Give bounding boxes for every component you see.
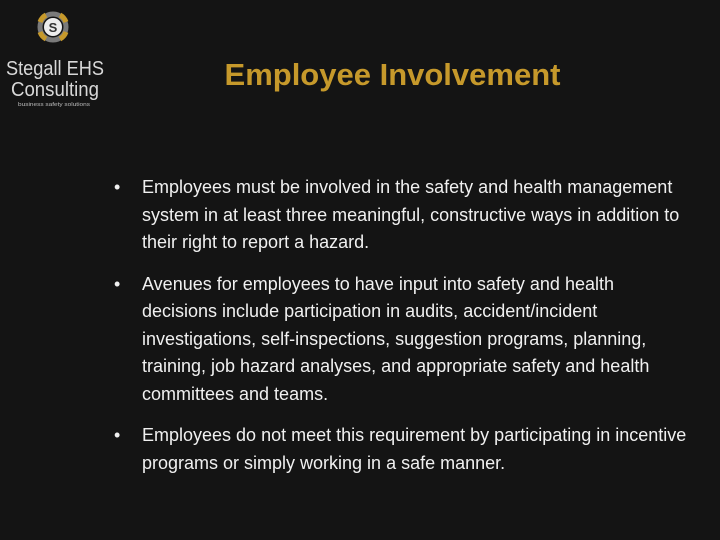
logo-name-line1: Stegall EHS (6, 58, 104, 80)
bullet-marker: • (114, 425, 121, 445)
logo-badge-letter: S (48, 20, 58, 35)
logo-badge-icon (40, 14, 66, 40)
logo-tagline: business safety solutions (18, 102, 91, 108)
bullet-item (114, 174, 694, 257)
bullet-list (114, 174, 694, 491)
bullet-item (114, 271, 694, 409)
bullet-text: Employees do not meet this requirement by participating in incentive programs or simply working in a safe manner. (142, 425, 687, 473)
bullet-text: Avenues for employees to have input into safety and health decisions include participation in audits, accident/incident investigations, self-inspections, suggestion programs, planning, training, job hazard analyses, and appropriate safety and health committees and teams. (142, 273, 650, 404)
slide-title: Employee Involvement (224, 57, 561, 92)
bullet-marker: • (114, 273, 121, 294)
company-logo (0, 0, 110, 112)
bullet-item (114, 422, 694, 477)
logo-name-line2: Consulting (11, 79, 99, 101)
bullet-text: Employees must be involved in the safety and health management system in at least three meaningful, constructive ways in addition to their right to report a hazard. (142, 177, 680, 252)
logo-graphic (0, 0, 110, 112)
bullet-marker: • (114, 177, 121, 197)
